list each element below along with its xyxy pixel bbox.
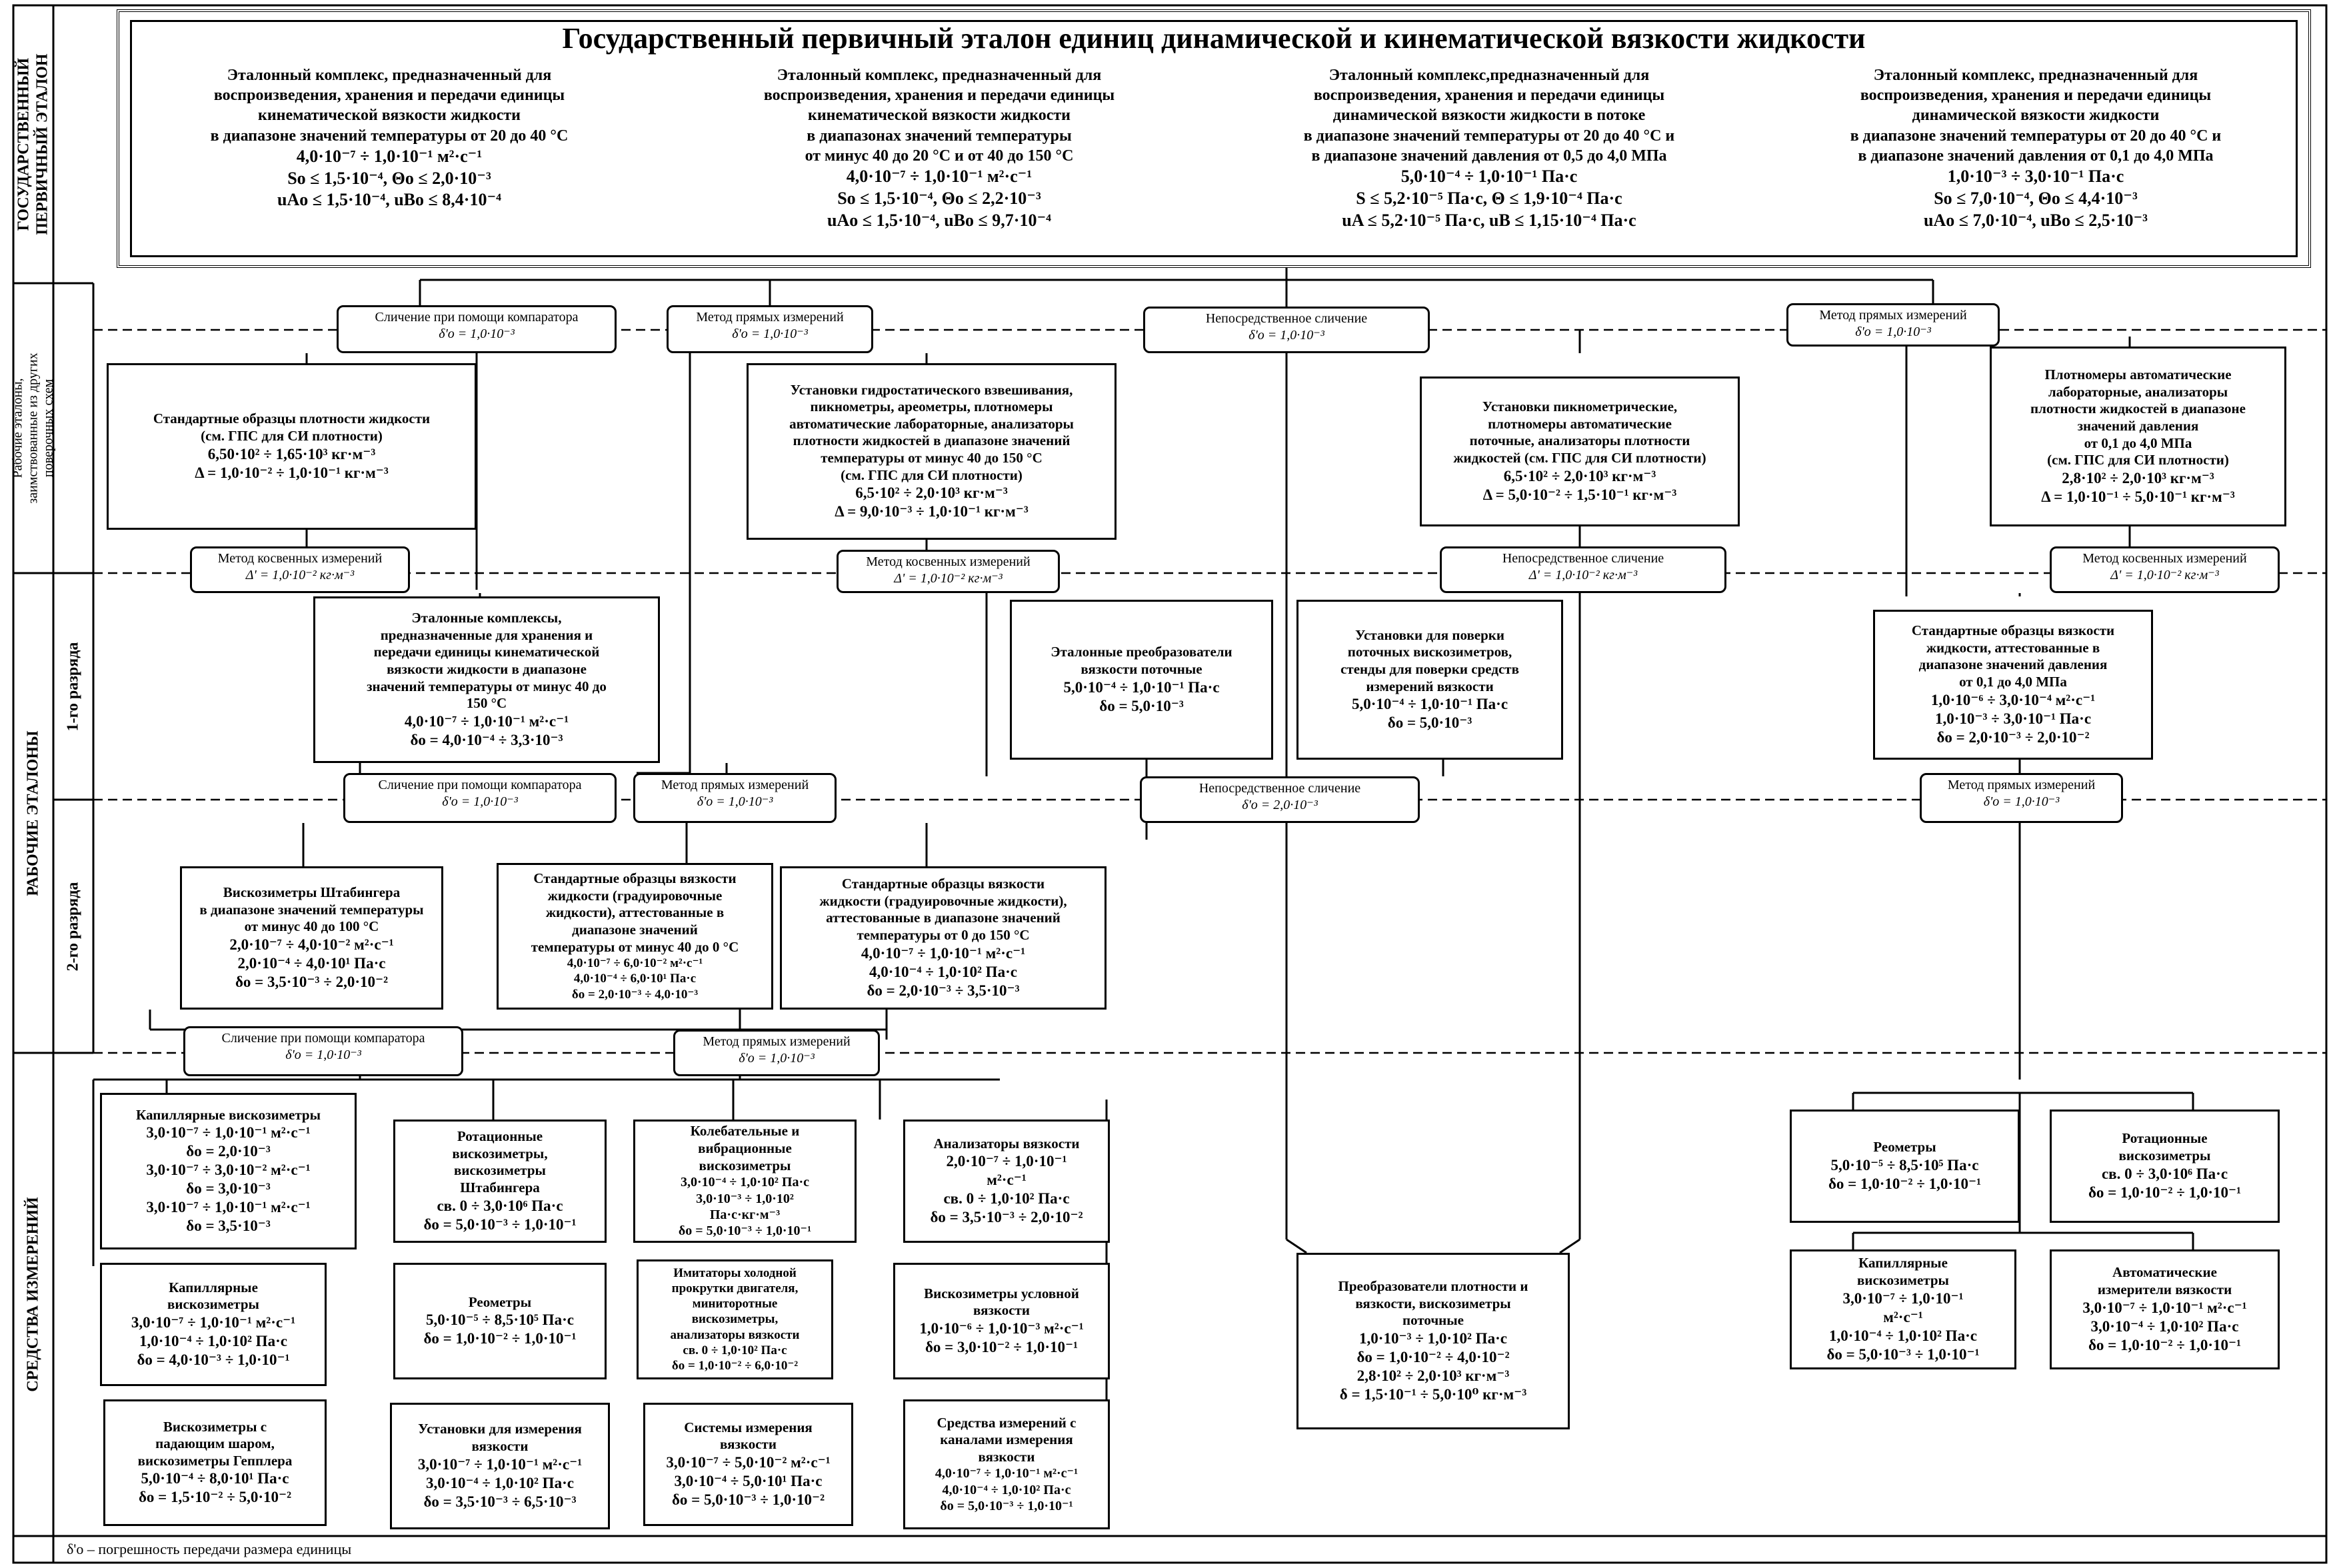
box-formula: δo = 5,0·10⁻³ ÷ 1,0·10⁻¹ <box>678 1223 812 1239</box>
box-formula: 1,0·10⁻⁶ ÷ 3,0·10⁻⁴ м²·с⁻¹ <box>1930 691 2096 708</box>
box-line: (см. ГПС для СИ плотности) <box>2047 452 2229 468</box>
label-gpe-line2: ПЕРВИЧНЫЙ ЭТАЛОН <box>33 53 51 235</box>
method-indirect-1 <box>190 546 410 593</box>
label-instruments-text: СРЕДСТВА ИЗМЕРЕНИЙ <box>24 1197 42 1392</box>
sc3-formula1: 5,0·10⁻⁴ ÷ 1,0·10⁻¹ Па·с <box>1400 167 1578 187</box>
box-formula: св. 0 ÷ 1,0·10² Па·с <box>943 1190 1070 1207</box>
box-formula: 1,0·10⁻³ ÷ 1,0·10² Па·с <box>1359 1329 1507 1347</box>
box-formula: 4,0·10⁻⁷ ÷ 6,0·10⁻² м²·с⁻¹ <box>567 956 703 971</box>
box-formula: св. 0 ÷ 1,0·10² Па·с <box>683 1343 787 1357</box>
box-formula: δo = 3,5·10⁻³ ÷ 2,0·10⁻² <box>235 973 389 990</box>
box-formula: 1,0·10⁻⁴ ÷ 1,0·10² Па·с <box>139 1333 287 1350</box>
method-value: δ'o = 1,0·10⁻³ <box>1983 794 2060 809</box>
box-formula: 6,5·10² ÷ 2,0·10³ кг·м⁻³ <box>855 484 1008 502</box>
box-formula: Δ = 1,0·10⁻² ÷ 1,0·10⁻¹ кг·м⁻³ <box>195 464 389 481</box>
method-text: Непосредственное сличение <box>1205 311 1368 326</box>
sc1-formula1: 4,0·10⁻⁷ ÷ 1,0·10⁻¹ м²·с⁻¹ <box>296 146 483 166</box>
box-line: Стандартные образцы вязкости <box>533 870 737 887</box>
sc2-line2: воспроизведения, хранения и передачи единицы <box>763 87 1115 105</box>
box-formula: 3,0·10⁻⁴ ÷ 1,0·10² Па·с <box>681 1175 809 1190</box>
box-line: жидкости (градуировочные <box>547 887 723 904</box>
box-line: лабораторные, анализаторы <box>2048 383 2228 400</box>
method-direct-4 <box>1920 773 2123 823</box>
method-text: Метод прямых измерений <box>1947 778 2096 792</box>
sc4-line4: в диапазоне значений температуры от 20 до 40 °С и <box>1850 127 2222 145</box>
box-line: стенды для поверки средств <box>1340 660 1519 677</box>
box-line: Вискозиметры условной <box>924 1285 1079 1301</box>
box-line: Капиллярные <box>1858 1255 1948 1271</box>
box-formula: 2,0·10⁻⁷ ÷ 1,0·10⁻¹ <box>946 1153 1067 1170</box>
box-formula: δo = 4,0·10⁻³ ÷ 1,0·10⁻¹ <box>137 1351 290 1369</box>
box-line: Стандартные образцы вязкости <box>841 876 1045 892</box>
sc4-formula2: So ≤ 7,0·10⁻⁴, Θo ≤ 4,4·10⁻³ <box>1934 188 2138 208</box>
method-indirect-2 <box>837 550 1060 593</box>
method-text: Метод прямых измерений <box>703 1034 851 1049</box>
sc2-line3: кинематической вязкости жидкости <box>808 107 1071 125</box>
standard-complex-1 <box>126 65 653 211</box>
method-text: Сличение при помощи компаратора <box>378 778 582 792</box>
viscosity-analyzers <box>903 1120 1110 1243</box>
box-line: температуры от минус 40 до 150 °С <box>821 450 1043 466</box>
box-line: поточные, анализаторы плотности <box>1469 432 1690 449</box>
box-formula: 1,0·10⁻⁴ ÷ 1,0·10² Па·с <box>1829 1327 1977 1344</box>
box-formula: 2,8·10² ÷ 2,0·10³ кг·м⁻³ <box>1356 1367 1510 1384</box>
method-value: δ'o = 1,0·10⁻³ <box>732 327 808 341</box>
box-formula: δo = 1,0·10⁻² ÷ 6,0·10⁻² <box>671 1358 799 1373</box>
box-formula: δo = 1,0·10⁻² ÷ 1,0·10⁻¹ <box>2088 1336 2242 1353</box>
box-formula: 4,0·10⁻⁷ ÷ 1,0·10⁻¹ м²·с⁻¹ <box>861 944 1026 962</box>
box-formula: св. 0 ÷ 3,0·10⁶ Па·с <box>2101 1165 2228 1182</box>
sc2-line1: Эталонный комплекс, предназначенный для <box>777 67 1102 84</box>
standard-complex-2 <box>676 65 1202 231</box>
box-line: в диапазоне значений температуры <box>199 901 424 918</box>
box-line: вискозиметры <box>167 1296 259 1313</box>
box-formula: 4,0·10⁻⁴ ÷ 6,0·10¹ Па·с <box>573 972 697 986</box>
box-formula: δo = 3,0·10⁻³ <box>186 1180 271 1197</box>
box-formula: δo = 2,0·10⁻³ ÷ 2,0·10⁻² <box>1936 728 2090 746</box>
method-direct-2 <box>1786 303 2000 347</box>
box-formula: δo = 5,0·10⁻³ ÷ 1,0·10⁻¹ <box>940 1499 1073 1514</box>
box-formula: 1,0·10⁻³ ÷ 3,0·10⁻¹ Па·с <box>1934 710 2092 727</box>
method-comparator-2 <box>343 773 617 823</box>
box-line: вязкости <box>471 1437 529 1454</box>
box-formula: м²·с⁻¹ <box>987 1172 1027 1189</box>
sc4-line3: динамической вязкости жидкости <box>1912 107 2160 125</box>
box-line: Стандартные образцы плотности жидкости <box>153 410 431 427</box>
box-formula: 5,0·10⁻⁵ ÷ 8,5·10⁵ Па·с <box>426 1311 574 1329</box>
box-line: плотномеры автоматические <box>1488 415 1672 432</box>
box-line: жидкости, аттестованные в <box>1926 639 2100 656</box>
box-line: предназначенные для хранения и <box>380 626 593 643</box>
box-line: Эталонные преобразователи <box>1051 644 1232 660</box>
rheometers-1 <box>393 1263 607 1379</box>
box-formula: 1,0·10⁻⁶ ÷ 1,0·10⁻³ м²·с⁻¹ <box>919 1320 1084 1337</box>
method-value: Δ' = 1,0·10⁻² кг·м⁻³ <box>894 571 1003 586</box>
method-text: Метод прямых измерений <box>1819 308 1967 323</box>
footnote: δ'o – погрешность передачи размера единицы <box>67 1541 352 1557</box>
box-formula: 3,0·10⁻³ ÷ 1,0·10² <box>696 1191 794 1206</box>
box-formula: 3,0·10⁻⁷ ÷ 1,0·10⁻¹ м²·с⁻¹ <box>146 1124 311 1142</box>
method-value: δ'o = 2,0·10⁻³ <box>1242 798 1318 812</box>
method-text: Сличение при помощи компаратора <box>221 1031 425 1046</box>
capillary-viscometers-3 <box>1790 1249 2016 1369</box>
box-line: Преобразователи плотности и <box>1338 1277 1528 1294</box>
sc4-line5: в диапазоне значений давления от 0,1 до 4,0 МПа <box>1858 147 2214 165</box>
box-line: температуры от 0 до 150 °С <box>857 927 1030 944</box>
box-formula: δo = 3,0·10⁻² ÷ 1,0·10⁻¹ <box>925 1339 1079 1356</box>
box-formula: δo = 5,0·10⁻³ ÷ 1,0·10⁻¹ <box>423 1215 577 1233</box>
box-line: вискозиметры <box>699 1157 791 1174</box>
label-gpe <box>15 7 52 282</box>
box-line: вязкости поточные <box>1081 660 1202 677</box>
sc1-line4: в диапазоне значений температуры от 20 до 40 °С <box>210 127 569 145</box>
box-formula: 3,0·10⁻⁷ ÷ 3,0·10⁻² м²·с⁻¹ <box>146 1162 311 1179</box>
box-line: Системы измерения <box>684 1419 813 1435</box>
oscillating-viscometers <box>633 1120 857 1243</box>
box-line: пикнометры, ареометры, плотномеры <box>810 398 1053 415</box>
box-line: аттестованные в диапазоне значений <box>826 910 1061 926</box>
box-line: передачи единицы кинематической <box>373 644 600 660</box>
viscosity-samples-0-150 <box>780 866 1107 1010</box>
box-formula: δo = 1,5·10⁻² ÷ 5,0·10⁻² <box>138 1489 292 1506</box>
box-formula: δo = 1,0·10⁻² ÷ 4,0·10⁻² <box>1356 1348 1510 1365</box>
box-formula: м²·с⁻¹ <box>1883 1308 1923 1325</box>
box-line: каналами измерения <box>940 1431 1073 1448</box>
method-value: δ'o = 1,0·10⁻³ <box>697 794 773 809</box>
box-line: (см. ГПС для СИ плотности) <box>841 466 1023 483</box>
viscosity-measurement-installations <box>390 1403 610 1529</box>
state-primary-standard <box>117 9 2311 268</box>
standard-complex-4 <box>1772 65 2299 231</box>
box-formula: Δ = 5,0·10⁻² ÷ 1,5·10⁻¹ кг·м⁻³ <box>1482 486 1677 503</box>
pycnometric-installations <box>1420 377 1740 526</box>
sc1-line1: Эталонный комплекс, предназначенный для <box>227 67 552 84</box>
method-text: Непосредственное сличение <box>1198 781 1361 796</box>
method-direct-comparison-1 <box>1143 307 1430 353</box>
sc3-line5: в диапазоне значений давления от 0,5 до 4,0 МПа <box>1311 147 1667 165</box>
box-line: плотности жидкостей в диапазоне значений <box>793 432 1071 449</box>
box-line: Колебательные и <box>690 1123 800 1140</box>
box-formula: δo = 2,0·10⁻³ ÷ 4,0·10⁻³ <box>571 987 699 1002</box>
sc1-formula3: uAo ≤ 1,5·10⁻⁴, uBo ≤ 8,4·10⁻⁴ <box>277 190 501 210</box>
method-direct-1 <box>667 305 873 353</box>
density-viscosity-converters <box>1296 1253 1570 1429</box>
box-formula: Δ = 9,0·10⁻³ ÷ 1,0·10⁻¹ кг·м⁻³ <box>835 503 1029 520</box>
box-line: вязкости <box>973 1302 1030 1319</box>
box-formula: δ = 1,5·10⁻¹ ÷ 5,0·10⁰ кг·м⁻³ <box>1339 1385 1527 1403</box>
box-formula: 4,0·10⁻⁴ ÷ 1,0·10² Па·с <box>869 963 1017 980</box>
box-formula: 3,0·10⁻⁷ ÷ 5,0·10⁻² м²·с⁻¹ <box>666 1454 831 1471</box>
sc4-formula3: uAo ≤ 7,0·10⁻⁴, uBo ≤ 2,5·10⁻³ <box>1924 210 2148 230</box>
viscosity-samples-minus40-0 <box>497 863 773 1010</box>
method-value: δ'o = 1,0·10⁻³ <box>285 1048 361 1062</box>
label-rank2 <box>55 801 92 1052</box>
sc4-formula1: 1,0·10⁻³ ÷ 3,0·10⁻¹ Па·с <box>1947 167 2124 187</box>
box-formula: δo = 1,0·10⁻² ÷ 1,0·10⁻¹ <box>1828 1175 1982 1192</box>
automatic-density-meters <box>1990 347 2286 526</box>
box-formula: 2,8·10² ÷ 2,0·10³ кг·м⁻³ <box>2062 469 2214 486</box>
box-formula: 5,0·10⁻⁴ ÷ 1,0·10⁻¹ Па·с <box>1351 696 1508 713</box>
sc1-line2: воспроизведения, хранения и передачи единицы <box>213 87 565 105</box>
box-line: измерители вязкости <box>2097 1281 2232 1297</box>
box-line: плотности жидкостей в диапазоне <box>2030 400 2246 417</box>
box-line: Реометры <box>1873 1139 1936 1156</box>
box-line: Капиллярные <box>169 1279 258 1295</box>
sc4-line2: воспроизведения, хранения и передачи единицы <box>1860 87 2212 105</box>
method-direct-3 <box>633 773 837 823</box>
box-formula: 3,0·10⁻⁷ ÷ 1,0·10⁻¹ м²·с⁻¹ <box>146 1199 311 1216</box>
box-line: 150 °С <box>466 695 507 712</box>
box-formula: δo = 1,0·10⁻² ÷ 1,0·10⁻¹ <box>2088 1183 2242 1201</box>
box-formula: 4,0·10⁻⁷ ÷ 1,0·10⁻¹ м²·с⁻¹ <box>935 1466 1079 1481</box>
method-value: δ'o = 1,0·10⁻³ <box>739 1051 815 1066</box>
box-formula: δo = 2,0·10⁻³ <box>186 1143 271 1160</box>
sc2-line5: от минус 40 до 20 °С и от 40 до 150 °С <box>805 147 1074 165</box>
sc2-formula2: So ≤ 1,5·10⁻⁴, Θo ≤ 2,2·10⁻³ <box>837 188 1041 208</box>
box-line: измерений вязкости <box>1366 678 1494 694</box>
method-direct-comparison-3 <box>1140 776 1420 823</box>
method-text: Метод прямых измерений <box>661 778 809 792</box>
label-borrowed <box>10 285 56 572</box>
box-line: вязкости <box>978 1448 1035 1465</box>
box-line: значений температуры от минус 40 до <box>367 678 607 694</box>
box-line: Капиллярные вискозиметры <box>136 1106 321 1123</box>
label-gpe-line1: ГОСУДАРСТВЕННЫЙ <box>15 57 33 231</box>
falling-ball-viscometers <box>103 1399 327 1526</box>
box-line: от 0,1 до 4,0 МПа <box>2084 434 2192 451</box>
box-line: Стандартные образцы вязкости <box>1911 622 2115 639</box>
box-line: (см. ГПС для СИ плотности) <box>201 427 383 444</box>
sc2-line4: в диапазонах значений температуры <box>807 127 1072 145</box>
box-line: прокрутки двигателя, <box>671 1281 799 1296</box>
box-formula: 3,0·10⁻⁴ ÷ 5,0·10¹ Па·с <box>674 1473 823 1490</box>
box-formula: Па·с·кг·м⁻³ <box>709 1207 781 1222</box>
box-line: жидкости (градуировочные жидкости), <box>819 892 1067 909</box>
box-formula: δo = 3,5·10⁻³ ÷ 2,0·10⁻² <box>930 1209 1083 1226</box>
box-formula: 3,0·10⁻⁷ ÷ 1,0·10⁻¹ м²·с⁻¹ <box>131 1314 296 1331</box>
sc3-line2: воспроизведения, хранения и передачи единицы <box>1313 87 1665 105</box>
method-text: Сличение при помощи компаратора <box>375 310 579 325</box>
box-formula: δo = 5,0·10⁻³ ÷ 1,0·10⁻¹ <box>1826 1345 1980 1363</box>
box-line: вискозиметры <box>2118 1147 2211 1164</box>
sc2-formula1: 4,0·10⁻⁷ ÷ 1,0·10⁻¹ м²·с⁻¹ <box>846 167 1033 187</box>
box-formula: 3,0·10⁻⁷ ÷ 1,0·10⁻¹ м²·с⁻¹ <box>2082 1299 2247 1316</box>
box-line: Установки для измерения <box>418 1421 582 1437</box>
box-line: вязкости, вискозиметры <box>1355 1295 1511 1311</box>
box-formula: 2,0·10⁻⁷ ÷ 4,0·10⁻² м²·с⁻¹ <box>229 936 394 953</box>
method-comparator-1 <box>337 305 617 353</box>
sc3-line4: в диапазоне значений температуры от 20 до 40 °С и <box>1303 127 1675 145</box>
box-line: Средства измерений с <box>937 1414 1077 1431</box>
box-line: Автоматические <box>2112 1264 2217 1281</box>
box-formula: 3,0·10⁻⁷ ÷ 1,0·10⁻¹ <box>1842 1289 1964 1307</box>
standard-complex-3 <box>1226 65 1752 231</box>
box-line: жидкостей (см. ГПС для СИ плотности) <box>1453 450 1706 466</box>
label-rank2-text: 2-го разряда <box>64 882 82 971</box>
instruments-with-viscosity-channels <box>903 1399 1110 1529</box>
box-line: вискозиметры <box>454 1162 546 1179</box>
box-line: Вискозиметры с <box>163 1418 267 1435</box>
box-line: Установки гидростатического взвешивания, <box>790 381 1073 398</box>
method-value: δ'o = 1,0·10⁻³ <box>439 327 515 341</box>
viscosity-measuring-systems <box>643 1403 853 1526</box>
box-formula: δo = 3,5·10⁻³ <box>186 1217 271 1235</box>
box-line: жидкости), аттестованные в <box>545 904 725 921</box>
method-text: Непосредственное сличение <box>1502 551 1664 566</box>
page-title: Государственный первичный эталон единиц динамической и кинематической вязкости жидкости <box>562 22 1866 55</box>
sc1-formula2: So ≤ 1,5·10⁻⁴, Θo ≤ 2,0·10⁻³ <box>287 168 491 188</box>
box-line: от 0,1 до 4,0 МПа <box>1959 674 2067 690</box>
label-working <box>15 574 52 1052</box>
box-formula: 6,5·10² ÷ 2,0·10³ кг·м⁻³ <box>1503 467 1656 484</box>
viscosity-samples-pressure <box>1873 610 2153 760</box>
box-line: Ротационные <box>2122 1130 2208 1147</box>
method-text: Метод косвенных измерений <box>866 554 1031 569</box>
box-line: вибрационные <box>698 1140 792 1156</box>
box-line: температуры от минус 40 до 0 °С <box>531 938 739 955</box>
box-line: от минус 40 до 100 °С <box>244 918 379 935</box>
box-line: автоматические лабораторные, анализаторы <box>789 415 1074 432</box>
box-formula: δo = 5,0·10⁻³ <box>1099 697 1184 714</box>
box-formula: 4,0·10⁻⁷ ÷ 1,0·10⁻¹ м²·с⁻¹ <box>404 712 569 730</box>
box-formula: Δ = 1,0·10⁻¹ ÷ 5,0·10⁻¹ кг·м⁻³ <box>2041 488 2235 505</box>
box-line: вискозиметры, <box>452 1145 548 1162</box>
box-formula: 3,0·10⁻⁴ ÷ 1,0·10² Па·с <box>2090 1317 2239 1335</box>
density-reference-samples <box>107 363 477 530</box>
method-value: δ'o = 1,0·10⁻³ <box>442 794 518 809</box>
box-formula: δo = 3,5·10⁻³ ÷ 6,5·10⁻³ <box>423 1493 577 1510</box>
box-formula: 3,0·10⁻⁷ ÷ 1,0·10⁻¹ м²·с⁻¹ <box>417 1455 583 1473</box>
box-line: падающим шаром, <box>155 1435 275 1452</box>
box-line: анализаторы вязкости <box>670 1327 800 1342</box>
conditional-viscosity-viscometers <box>893 1263 1110 1379</box>
box-formula: 2,0·10⁻⁴ ÷ 4,0·10¹ Па·с <box>237 954 386 972</box>
sc3-line1: Эталонный комплекс,предназначенный для <box>1328 67 1650 84</box>
label-borrowed-line3: поверочных схем <box>41 379 56 478</box>
method-value: Δ' = 1,0·10⁻² кг·м⁻³ <box>2110 568 2219 582</box>
box-formula: 5,0·10⁻⁴ ÷ 8,0·10¹ Па·с <box>141 1470 289 1487</box>
box-line: Эталонные комплексы, <box>411 610 562 626</box>
stabinger-viscometers <box>180 866 443 1010</box>
sc2-formula3: uAo ≤ 1,5·10⁻⁴, uBo ≤ 9,7·10⁻⁴ <box>827 210 1051 230</box>
sc3-formula3: uA ≤ 5,2·10⁻⁵ Па·с, uB ≤ 1,15·10⁻⁴ Па·с <box>1342 210 1636 230</box>
box-formula: св. 0 ÷ 3,0·10⁶ Па·с <box>437 1197 563 1214</box>
reference-flow-viscosity-converters <box>1010 600 1273 760</box>
box-formula: 5,0·10⁻⁴ ÷ 1,0·10⁻¹ Па·с <box>1063 678 1220 696</box>
box-formula: δo = 5,0·10⁻³ <box>1387 714 1472 732</box>
box-line: Установки для поверки <box>1354 626 1505 643</box>
method-direct-comparison-2 <box>1440 546 1726 593</box>
method-text: Метод прямых измерений <box>696 310 844 325</box>
box-line: Плотномеры автоматические <box>2044 367 2232 383</box>
label-rank1-text: 1-го разряда <box>64 642 82 731</box>
box-line: вязкости <box>720 1436 777 1453</box>
box-formula: 3,0·10⁻⁴ ÷ 1,0·10² Па·с <box>426 1474 574 1491</box>
hydrostatic-weighing-installations <box>747 363 1117 540</box>
box-formula: 4,0·10⁻⁴ ÷ 1,0·10² Па·с <box>942 1482 1071 1497</box>
box-line: Имитаторы холодной <box>673 1265 797 1280</box>
label-rank1 <box>55 574 92 798</box>
capillary-viscometers-2 <box>100 1263 327 1386</box>
box-line: вязкости жидкости в диапазоне <box>387 660 587 677</box>
box-line: Штабингера <box>460 1179 540 1196</box>
box-formula: δo = 4,0·10⁻⁴ ÷ 3,3·10⁻³ <box>410 731 563 748</box>
label-borrowed-line1: Рабочие эталоны, <box>10 378 25 478</box>
method-text: Метод косвенных измерений <box>2082 551 2247 566</box>
label-working-text: РАБОЧИЕ ЭТАЛОНЫ <box>24 730 42 896</box>
rotational-viscometers-1 <box>393 1120 607 1243</box>
rheometers-2 <box>1790 1110 2020 1223</box>
box-line: вискозиметры, <box>691 1312 779 1327</box>
label-borrowed-line2: заимствованные из других <box>25 353 41 504</box>
method-value: δ'o = 1,0·10⁻³ <box>1248 328 1324 343</box>
box-line: Ротационные <box>457 1128 543 1145</box>
method-text: Метод косвенных измерений <box>217 551 383 566</box>
capillary-viscometers-1 <box>100 1093 357 1249</box>
method-indirect-3 <box>2050 546 2280 593</box>
box-line: вискозиметры Гепплера <box>137 1452 293 1469</box>
box-line: миниторотные <box>692 1297 778 1311</box>
box-line: Установки пикнометрические, <box>1482 398 1678 415</box>
box-line: поточные <box>1402 1312 1464 1329</box>
automatic-viscosity-meters <box>2050 1249 2280 1369</box>
method-comparator-3 <box>183 1026 463 1076</box>
sc3-line3: динамической вязкости жидкости в потоке <box>1332 107 1646 125</box>
box-formula: δo = 2,0·10⁻³ ÷ 3,5·10⁻³ <box>867 982 1020 999</box>
standard-complexes-rank1 <box>313 596 660 763</box>
method-value: Δ' = 1,0·10⁻² кг·м⁻³ <box>245 568 355 582</box>
box-line: диапазоне значений <box>572 922 698 938</box>
sc1-line3: кинематической вязкости жидкости <box>258 107 521 125</box>
sc4-line1: Эталонный комплекс, предназначенный для <box>1873 67 2198 84</box>
box-formula: δo = 5,0·10⁻³ ÷ 1,0·10⁻² <box>671 1491 825 1509</box>
box-line: значений давления <box>2077 417 2199 434</box>
box-formula: 6,50·10² ÷ 1,65·10³ кг·м⁻³ <box>207 445 376 462</box>
rotational-viscometers-2 <box>2050 1110 2280 1223</box>
box-formula: δo = 1,0·10⁻² ÷ 1,0·10⁻¹ <box>423 1330 577 1347</box>
method-value: δ'o = 1,0·10⁻³ <box>1855 325 1931 339</box>
label-instruments <box>15 1054 52 1535</box>
sc3-formula2: S ≤ 5,2·10⁻⁵ Па·с, Θ ≤ 1,9·10⁻⁴ Па·с <box>1356 188 1622 208</box>
box-line: Анализаторы вязкости <box>933 1135 1080 1152</box>
box-line: вискозиметры <box>1857 1271 1949 1288</box>
method-direct-5 <box>673 1030 880 1076</box>
box-line: Вискозиметры Штабингера <box>223 884 401 901</box>
method-value: Δ' = 1,0·10⁻² кг·м⁻³ <box>1528 568 1638 582</box>
box-formula: 5,0·10⁻⁵ ÷ 8,5·10⁵ Па·с <box>1830 1156 1979 1174</box>
box-line: поточных вискозиметров, <box>1347 644 1512 660</box>
box-line: Реометры <box>468 1293 532 1310</box>
box-line: диапазоне значений давления <box>1918 656 2108 673</box>
flow-viscometer-test-installations <box>1296 600 1563 760</box>
cold-cranking-simulators <box>637 1259 833 1379</box>
